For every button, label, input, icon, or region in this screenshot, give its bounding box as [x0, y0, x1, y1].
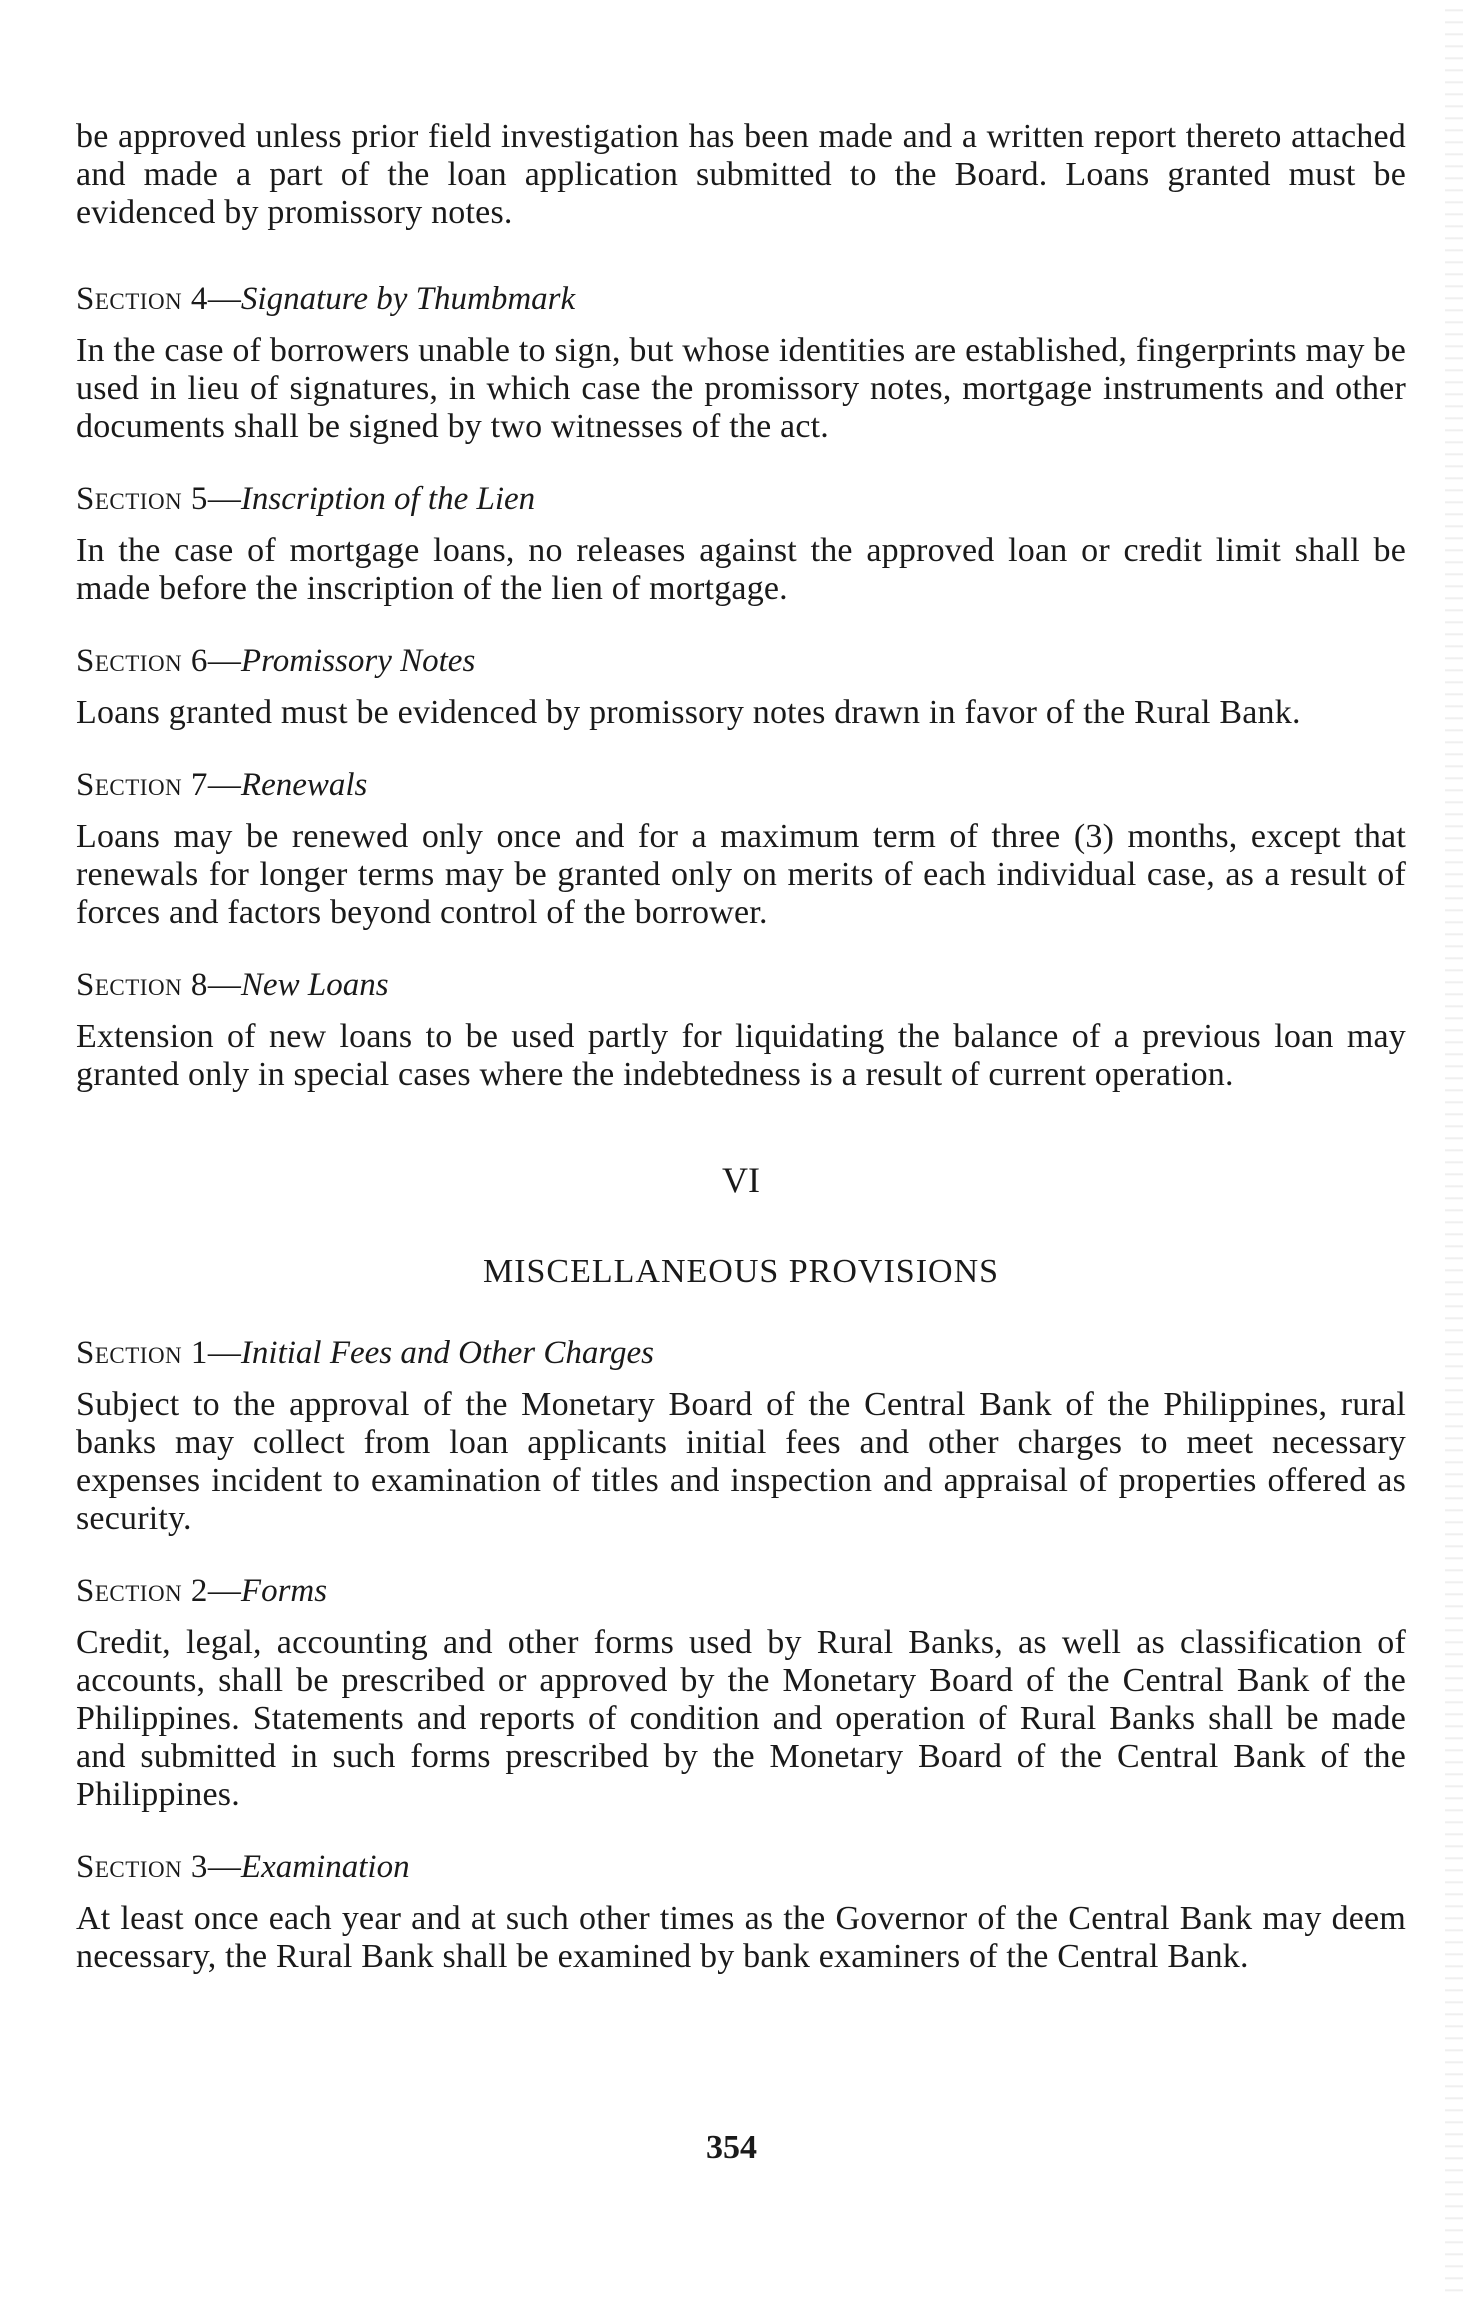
- section-heading: [76, 966, 1406, 1004]
- section-body: Loans granted must be evidenced by promissory notes drawn in favor of the Rural Bank.: [76, 694, 1301, 731]
- section-label: Section 5: [76, 481, 208, 517]
- section-heading: [76, 766, 1406, 804]
- section-separator: —: [207, 481, 241, 517]
- section-title: Forms: [240, 1573, 328, 1609]
- section-title: Promissory Notes: [240, 643, 476, 679]
- section-separator: —: [207, 1849, 241, 1885]
- misc-section-2: [76, 1572, 1406, 1814]
- section-heading: [76, 1334, 1406, 1372]
- section-separator: —: [207, 281, 241, 317]
- section-label: Section 3: [76, 1849, 208, 1885]
- part-title: MISCELLANEOUS PROVISIONS: [482, 1253, 1000, 1290]
- section-label: Section 1: [76, 1335, 208, 1371]
- section-title: New Loans: [240, 967, 389, 1003]
- section-separator: —: [207, 643, 241, 679]
- section-title: Examination: [240, 1849, 410, 1885]
- section-body: Subject to the approval of the Monetary Board of the Central Bank of the Philippines, rural banks may collect from loan applicants initial fees and other charges to meet necessary expenses incident to examination of titles and inspection and appraisal of properties offered as security.: [76, 1386, 1406, 1537]
- page-number: 354: [706, 2129, 757, 2166]
- lead-paragraph: be approved unless prior field investigation has been made and a written report thereto attached and made a part of the loan application submitted to the Board. Loans granted must be evidenced by promissory notes.: [76, 118, 1406, 231]
- section-heading: [76, 1848, 1406, 1886]
- section-label: Section 4: [76, 281, 208, 317]
- section-separator: —: [207, 1573, 241, 1609]
- section-label: Section 2: [76, 1573, 208, 1609]
- section-body: Loans may be renewed only once and for a maximum term of three (3) months, except that renewals for longer terms may be granted only on merits of each individual case, as a result of forces and factors beyond control of the borrower.: [76, 818, 1406, 931]
- section-label: Section 7: [76, 767, 208, 803]
- section-separator: —: [207, 1335, 241, 1371]
- section-8: [76, 966, 1406, 1094]
- section-body: At least once each year and at such other times as the Governor of the Central Bank may deem necessary, the Rural Bank shall be examined by bank examiners of the Central Bank.: [76, 1900, 1406, 1975]
- section-heading: [76, 280, 1406, 318]
- page-body: [76, 118, 1406, 2010]
- section-5: [76, 480, 1406, 608]
- section-body: In the case of mortgage loans, no releases against the approved loan or credit limit shall be made before the inscription of the lien of mortgage.: [76, 532, 1406, 607]
- section-body: Extension of new loans to be used partly for liquidating the balance of a previous loan may granted only in special cases where the indebtedness is a result of current operation.: [76, 1018, 1406, 1093]
- section-body: In the case of borrowers unable to sign, but whose identities are established, fingerprints may be used in lieu of signatures, in which case the promissory notes, mortgage instruments and other documents shall be signed by two witnesses of the act.: [76, 332, 1406, 445]
- part-number: VI: [722, 1160, 760, 1200]
- section-heading: [76, 480, 1406, 518]
- section-label: Section 8: [76, 967, 208, 1003]
- section-title: Inscription of the Lien: [240, 481, 536, 517]
- misc-section-1: [76, 1334, 1406, 1538]
- section-4: [76, 280, 1406, 446]
- section-separator: —: [207, 767, 241, 803]
- section-heading: [76, 642, 1406, 680]
- section-title: Renewals: [240, 767, 368, 803]
- section-separator: —: [207, 967, 241, 1003]
- section-title: Signature by Thumbmark: [240, 281, 576, 317]
- misc-section-3: [76, 1848, 1406, 1976]
- section-body: Credit, legal, accounting and other forms used by Rural Banks, as well as classification of accounts, shall be prescribed or approved by the Monetary Board of the Central Bank of the Philippines. Statements and reports of condition and operation of Rural Banks shall be made and submitted in such forms prescribed by the Monetary Board of the Central Bank of the Philippines.: [76, 1624, 1406, 1813]
- section-label: Section 6: [76, 643, 208, 679]
- section-6: [76, 642, 1406, 732]
- section-7: [76, 766, 1406, 932]
- section-title: Initial Fees and Other Charges: [240, 1335, 654, 1371]
- section-heading: [76, 1572, 1406, 1610]
- scan-edge-marks: [1445, 0, 1463, 2299]
